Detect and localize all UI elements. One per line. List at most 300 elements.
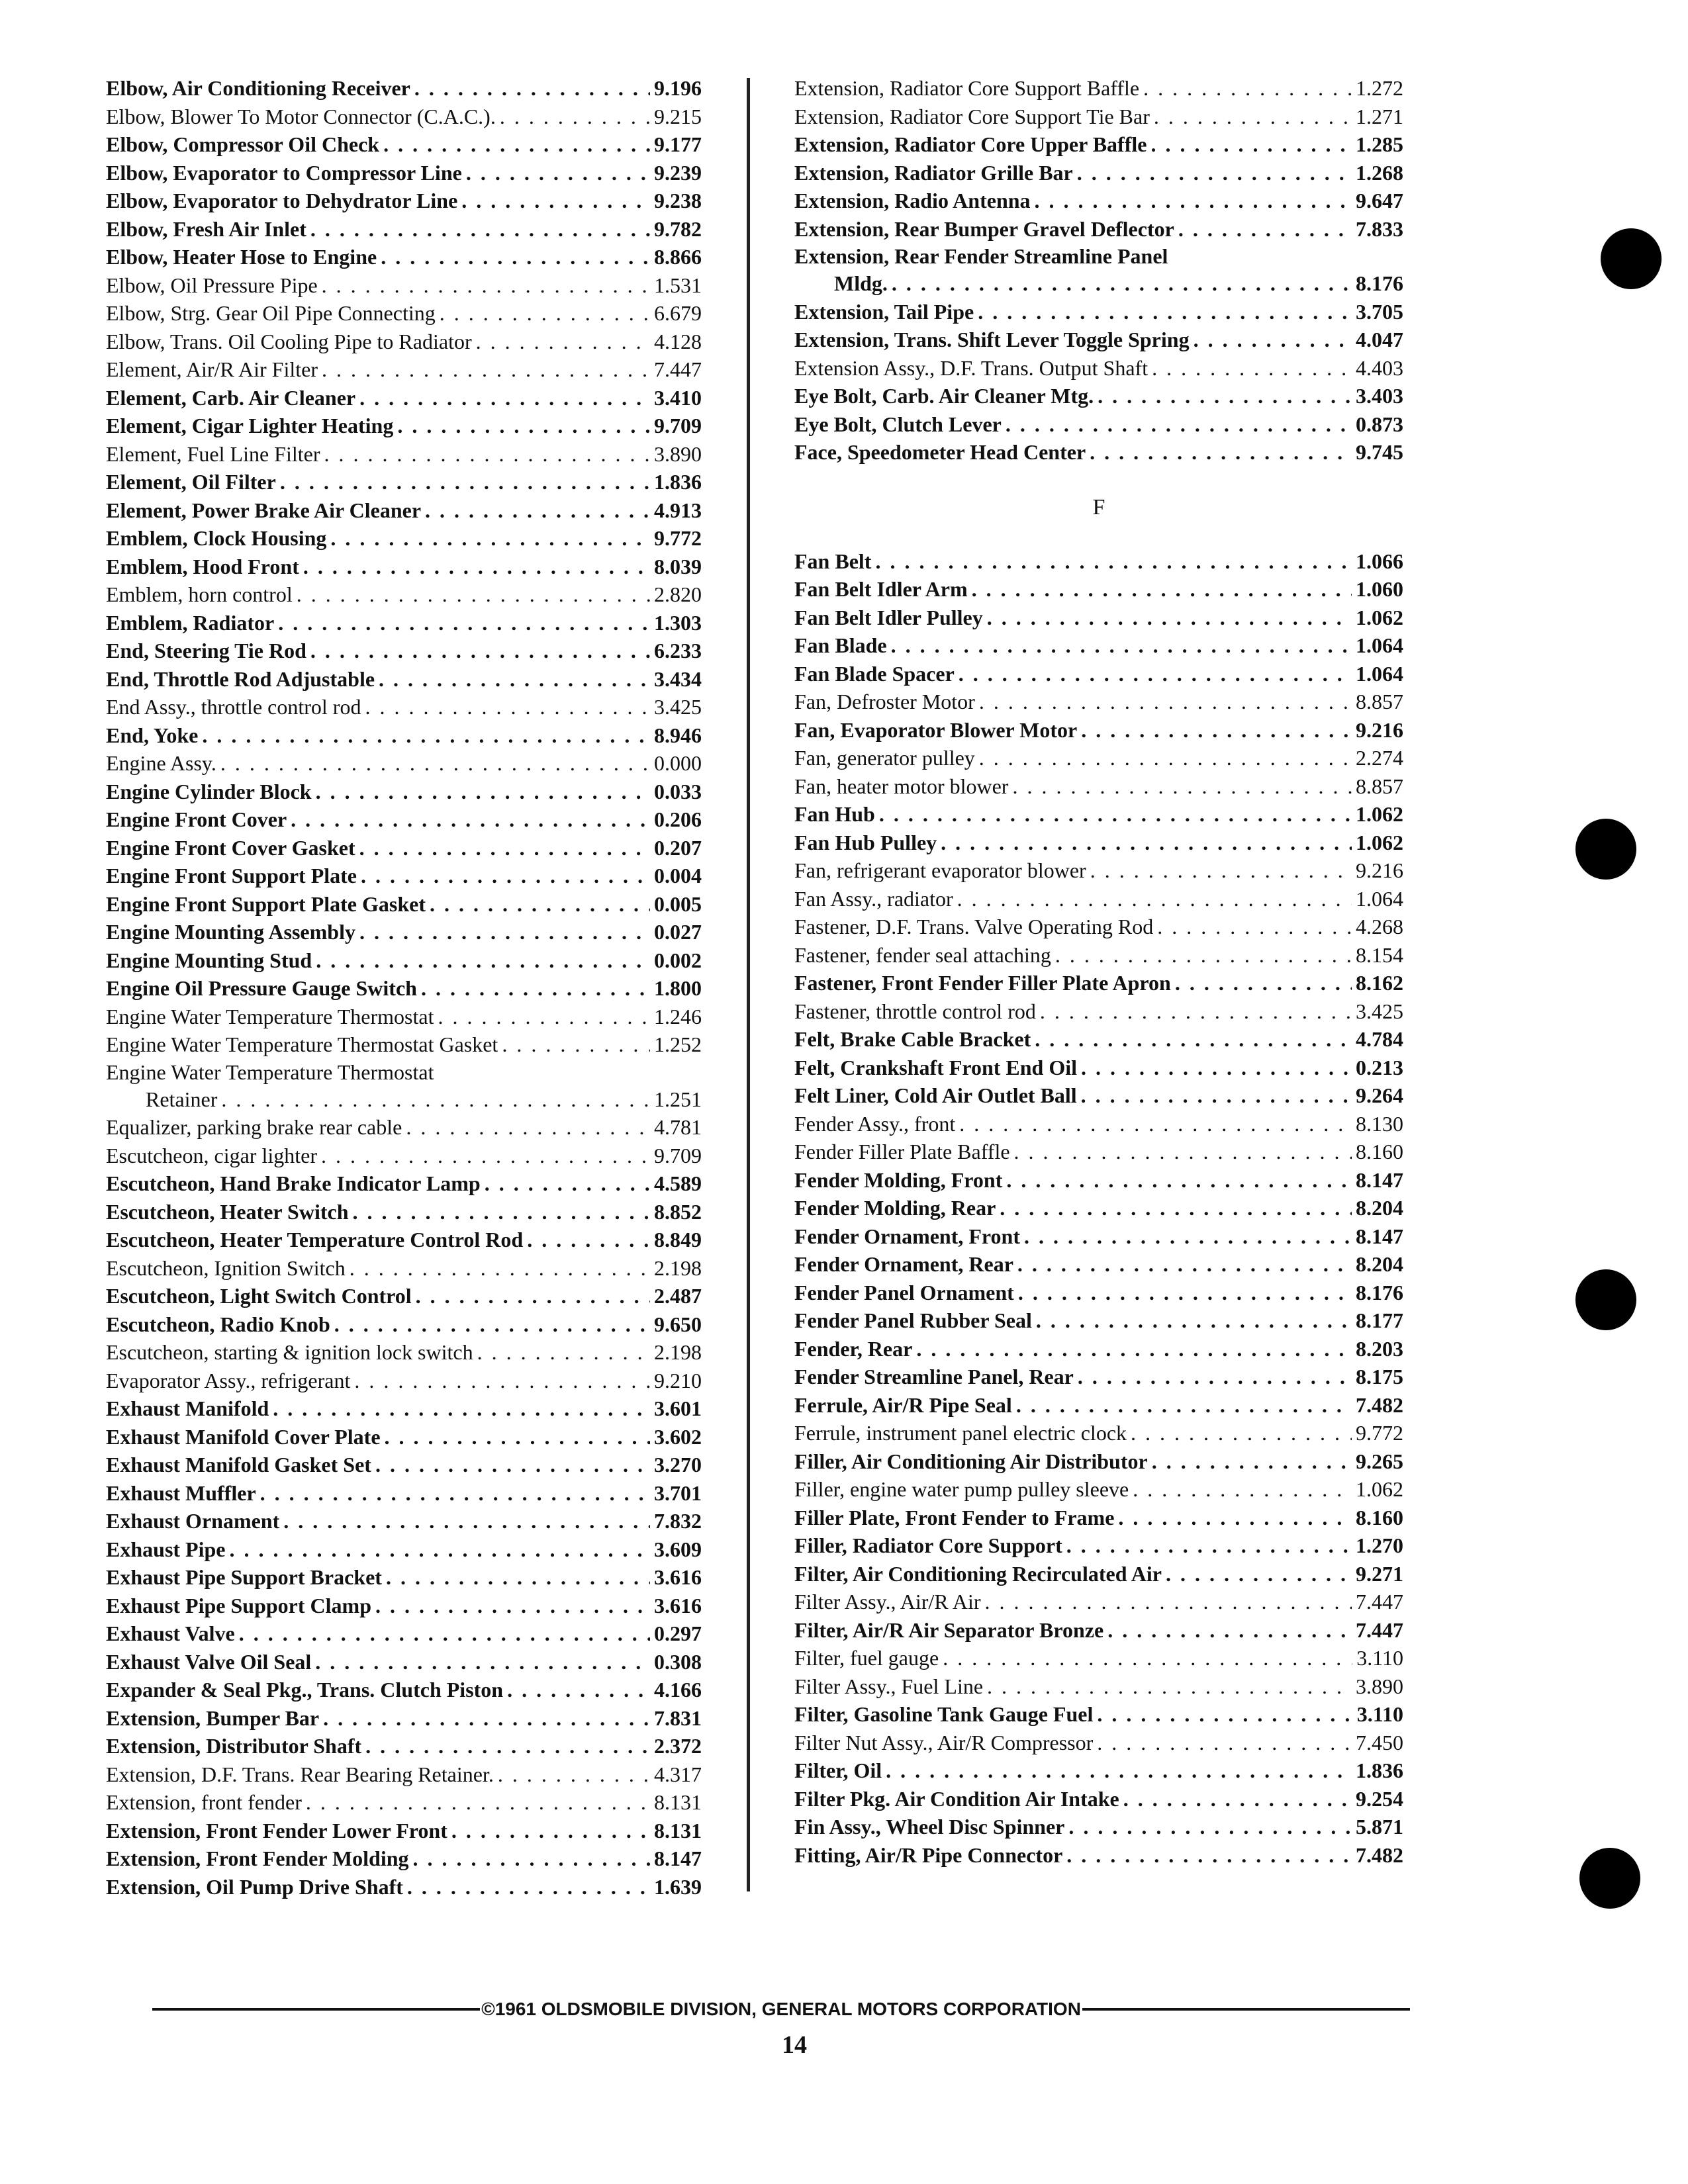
- index-entry-number: 2.198: [654, 1255, 702, 1280]
- index-entry-name: Extension, Front Fender Molding: [106, 1846, 409, 1870]
- index-entry-name: Elbow, Oil Pressure Pipe: [106, 273, 318, 297]
- index-entry-name: Fan Belt Idler Pulley: [794, 605, 983, 629]
- index-entry: [794, 1729, 1403, 1757]
- index-entry-number: 1.066: [1356, 549, 1403, 573]
- dot-leader: [1157, 913, 1352, 941]
- index-entry-number: 0.873: [1356, 412, 1403, 436]
- index-entry-number: 4.403: [1356, 355, 1403, 380]
- index-entry-number: 8.857: [1356, 774, 1403, 798]
- index-entry: [794, 829, 1403, 857]
- index-entry: [794, 772, 1403, 801]
- index-entry-number: 9.254: [1356, 1786, 1403, 1811]
- index-entry-number: 9.215: [654, 104, 702, 128]
- index-entry-number: 2.372: [654, 1734, 702, 1758]
- index-entry-name: Element, Power Brake Air Cleaner: [106, 498, 422, 522]
- index-entry-number: 3.890: [1356, 1674, 1403, 1698]
- index-entry-number: 0.004: [654, 864, 702, 887]
- index-entry-name: Filler, Radiator Core Support: [794, 1533, 1062, 1557]
- index-entry: [794, 1054, 1403, 1082]
- index-entry-number: 8.131: [654, 1818, 702, 1843]
- dot-leader: [291, 805, 650, 834]
- index-entry: [106, 1394, 702, 1423]
- index-entry: [106, 355, 702, 384]
- dot-leader: [280, 468, 650, 496]
- index-entry: [794, 74, 1403, 103]
- index-entry-name: Eye Bolt, Carb. Air Cleaner Mtg.: [794, 384, 1094, 408]
- index-entry-number: 8.204: [1356, 1196, 1403, 1220]
- index-entry-number: 1.531: [654, 273, 702, 297]
- index-entry-name: Escutcheon, Hand Brake Indicator Lamp: [106, 1171, 481, 1195]
- index-entry-number: 9.745: [1356, 440, 1403, 464]
- dot-leader: [330, 524, 650, 553]
- index-entry-number: 4.166: [654, 1678, 702, 1702]
- index-entry: [794, 688, 1403, 716]
- index-entry-name: Equalizer, parking brake rear cable: [106, 1115, 402, 1139]
- index-entry-number: 1.062: [1356, 1477, 1403, 1501]
- index-entry: [106, 384, 702, 412]
- index-entry: [106, 243, 702, 271]
- index-entry-number: 7.447: [654, 357, 702, 381]
- section-letter: F: [1092, 494, 1105, 520]
- index-entry-name: Fender Panel Ornament: [794, 1280, 1014, 1304]
- index-entry-name: Engine Front Support Plate: [106, 864, 357, 887]
- dot-leader: [273, 1394, 650, 1423]
- dot-leader: [1055, 941, 1352, 970]
- index-entry: [106, 1226, 702, 1254]
- index-entry-number: 3.403: [1356, 384, 1403, 408]
- index-entry-number: 2.274: [1356, 746, 1403, 770]
- dot-leader: [324, 440, 650, 469]
- index-entry: [794, 1110, 1403, 1138]
- dot-leader: [278, 609, 650, 637]
- index-entry-number: 1.836: [1356, 1758, 1403, 1782]
- index-entry-name: Elbow, Evaporator to Compressor Line: [106, 160, 462, 185]
- index-entry: [794, 1222, 1403, 1251]
- index-entry: [106, 187, 702, 215]
- index-entry-name: Fan Blade Spacer: [794, 661, 955, 686]
- index-entry-name: Fitting, Air/R Pipe Connector: [794, 1843, 1063, 1867]
- index-entry-number: 4.589: [654, 1171, 702, 1195]
- dot-leader: [322, 355, 650, 384]
- index-entry-name: Engine Water Temperature Thermostat: [106, 1004, 434, 1028]
- footer: [152, 1999, 1410, 2020]
- index-entry: [106, 1844, 702, 1873]
- index-entry: [106, 721, 702, 750]
- index-entry-number: 4.913: [654, 498, 702, 522]
- index-entry-number: 4.128: [654, 329, 702, 353]
- dot-leader: [1017, 1250, 1352, 1279]
- index-entry-number: 8.866: [654, 245, 702, 269]
- index-entry: [794, 1756, 1403, 1785]
- index-entry-number: 4.784: [1356, 1027, 1403, 1051]
- index-entry-name: Exhaust Ornament: [106, 1509, 280, 1533]
- index-entry: [106, 328, 702, 356]
- index-entry-name: Filler, engine water pump pulley sleeve: [794, 1477, 1129, 1501]
- index-entry: [106, 834, 702, 862]
- dot-leader: [297, 580, 650, 609]
- dot-leader: [365, 693, 650, 721]
- index-entry: [794, 159, 1403, 187]
- index-entry-name: Engine Front Cover: [106, 807, 287, 831]
- index-entry-name: Fender Ornament, Rear: [794, 1252, 1013, 1276]
- index-entry-number: 9.264: [1356, 1083, 1403, 1107]
- index-entry-number: 1.064: [1356, 633, 1403, 657]
- dot-leader: [359, 384, 650, 412]
- index-entry-name: Extension Assy., D.F. Trans. Output Shaft: [794, 355, 1149, 380]
- dot-leader: [979, 744, 1352, 772]
- index-entry: [106, 1788, 702, 1817]
- index-entry: [106, 974, 702, 1003]
- dot-leader: [892, 269, 1352, 298]
- dot-leader: [1166, 1560, 1352, 1588]
- index-entry: [794, 1363, 1403, 1391]
- index-entry-name: Eye Bolt, Clutch Lever: [794, 412, 1002, 436]
- index-entry-name: Element, Air/R Air Filter: [106, 357, 318, 381]
- index-entry: [794, 969, 1403, 997]
- index-entry-number: 0.207: [654, 835, 702, 860]
- index-entry: [106, 1760, 702, 1789]
- index-entry-number: 8.946: [654, 723, 702, 747]
- index-entry-number: 1.285: [1356, 132, 1403, 156]
- index-entry: [794, 1279, 1403, 1307]
- index-entry-number: 5.871: [1356, 1815, 1403, 1839]
- index-entry: [794, 1813, 1403, 1841]
- index-entry-number: 7.832: [654, 1509, 702, 1533]
- index-entry-name: Extension, Rear Fender Streamline Panel: [794, 244, 1168, 268]
- index-entry: [794, 1841, 1403, 1870]
- index-entry: [794, 410, 1403, 439]
- index-entry: [106, 524, 702, 553]
- index-entry-number: 8.160: [1356, 1140, 1403, 1163]
- index-entry-name: Engine Water Temperature Thermostat: [106, 1060, 434, 1084]
- dot-leader: [359, 918, 650, 946]
- index-entry-number: 1.272: [1356, 76, 1403, 100]
- index-entry-number: 3.701: [654, 1480, 702, 1505]
- index-entry-name: Engine Front Support Plate Gasket: [106, 891, 426, 916]
- index-entry-number: 3.601: [654, 1396, 702, 1420]
- index-entry: [794, 354, 1403, 383]
- index-entry-name: Exhaust Manifold Cover Plate: [106, 1424, 381, 1449]
- index-entry-number: 9.216: [1356, 858, 1403, 882]
- index-entry: [106, 1085, 702, 1114]
- index-entry: [106, 1648, 702, 1676]
- index-entry-number: 1.064: [1356, 886, 1403, 911]
- index-entry-number: 1.252: [654, 1032, 702, 1056]
- index-entry: [794, 1672, 1403, 1701]
- index-entry-name: Elbow, Blower To Motor Connector (C.A.C.).: [106, 104, 496, 128]
- index-entry-number: 9.196: [654, 76, 702, 100]
- index-entry: [106, 693, 702, 721]
- index-entry-name: Escutcheon, Heater Temperature Control Rod: [106, 1228, 524, 1251]
- index-entry: [794, 744, 1403, 772]
- index-entry-name: Exhaust Muffler: [106, 1480, 256, 1505]
- index-entry-number: 8.852: [654, 1199, 702, 1224]
- dot-leader: [1081, 716, 1352, 745]
- index-entry: [106, 299, 702, 328]
- index-entry-name: Fan, heater motor blower: [794, 774, 1009, 798]
- index-entry-name: Engine Assy.: [106, 751, 216, 775]
- index-entry-name: Engine Mounting Stud: [106, 948, 312, 972]
- dot-leader: [987, 1672, 1352, 1701]
- index-entry-number: 1.268: [1356, 160, 1403, 185]
- index-entry-number: 0.000: [654, 751, 702, 775]
- index-entry-number: 8.176: [1356, 1280, 1403, 1304]
- index-entry: [794, 885, 1403, 913]
- index-entry-name: Felt Liner, Cold Air Outlet Ball: [794, 1083, 1077, 1107]
- index-entry: [794, 215, 1403, 244]
- index-entry-number: 8.154: [1356, 942, 1403, 967]
- footer-rule-left: [152, 2008, 480, 2011]
- dot-leader: [1178, 215, 1352, 244]
- index-entry-number: 3.602: [654, 1424, 702, 1449]
- index-entry: [106, 1451, 702, 1479]
- dot-leader: [1040, 997, 1352, 1026]
- dot-leader: [375, 1592, 650, 1620]
- index-entry-name: Extension, D.F. Trans. Rear Bearing Retainer.: [106, 1762, 494, 1786]
- index-entry: [794, 1194, 1403, 1222]
- index-entry-name: Elbow, Evaporator to Dehydrator Line: [106, 189, 458, 212]
- index-entry-number: 1.246: [654, 1004, 702, 1028]
- index-entry-number: 1.060: [1356, 577, 1403, 601]
- index-entry-name: Element, Oil Filter: [106, 470, 276, 494]
- dot-leader: [498, 1760, 650, 1789]
- dot-leader: [1154, 103, 1352, 131]
- index-entry: [794, 1419, 1403, 1447]
- index-entry-name: Fan Belt Idler Arm: [794, 577, 968, 601]
- dot-leader: [1097, 1700, 1352, 1729]
- dot-leader: [385, 1423, 650, 1451]
- index-entry-name: Felt, Crankshaft Front End Oil: [794, 1055, 1077, 1079]
- index-entry-number: 0.206: [654, 807, 702, 831]
- dot-leader: [350, 1254, 650, 1283]
- index-entry: [794, 1138, 1403, 1166]
- index-entry-name: Extension, Radio Antenna: [794, 189, 1031, 212]
- index-entry-name: Fin Assy., Wheel Disc Spinner: [794, 1815, 1065, 1839]
- index-entry-number: 8.039: [654, 554, 702, 578]
- index-entry-name: Filter Pkg. Air Condition Air Intake: [794, 1786, 1119, 1811]
- dot-leader: [321, 1142, 650, 1170]
- index-entry-name: Ferrule, Air/R Pipe Seal: [794, 1392, 1012, 1417]
- index-entry-name: Extension, Oil Pump Drive Shaft: [106, 1874, 403, 1899]
- index-entry-name: Expander & Seal Pkg., Trans. Clutch Piston: [106, 1678, 504, 1702]
- dot-leader: [978, 298, 1352, 326]
- dot-leader: [959, 660, 1352, 688]
- index-entry-number: 7.447: [1356, 1590, 1403, 1614]
- dot-leader: [1150, 130, 1352, 159]
- index-entry-number: 1.062: [1356, 830, 1403, 854]
- dot-leader: [334, 1310, 650, 1339]
- binder-hole-4: [1579, 1848, 1640, 1909]
- binder-hole-1: [1601, 228, 1662, 289]
- index-entry: [106, 862, 702, 890]
- index-entry-number: 8.203: [1356, 1336, 1403, 1361]
- dot-leader: [1133, 1475, 1352, 1504]
- index-entry: [794, 1616, 1403, 1645]
- dot-leader: [1175, 969, 1352, 997]
- index-entry: [106, 130, 702, 159]
- index-entry: [106, 890, 702, 919]
- index-entry: [794, 631, 1403, 660]
- dot-leader: [239, 1619, 650, 1648]
- index-entry-number: 8.147: [654, 1846, 702, 1870]
- dot-leader: [985, 1588, 1352, 1616]
- binder-hole-3: [1575, 1269, 1636, 1330]
- dot-leader: [451, 1817, 650, 1845]
- dot-leader: [1107, 1616, 1352, 1645]
- index-entry-name: Emblem, horn control: [106, 582, 293, 606]
- dot-leader: [875, 547, 1352, 576]
- index-entry: [794, 1335, 1403, 1363]
- dot-leader: [316, 946, 650, 975]
- index-entry-number: 9.709: [654, 414, 702, 437]
- index-entry: [106, 440, 702, 469]
- index-entry-name: Filler Plate, Front Fender to Frame: [794, 1505, 1115, 1529]
- dot-leader: [413, 1844, 650, 1873]
- index-entry-name: Fan Blade: [794, 633, 887, 657]
- right-column: [794, 74, 1403, 1869]
- index-entry-number: 8.130: [1356, 1111, 1403, 1136]
- index-entry-name: Emblem, Clock Housing: [106, 526, 327, 550]
- index-entry: [794, 1166, 1403, 1195]
- index-entry-number: 3.616: [654, 1593, 702, 1617]
- index-entry-number: 8.147: [1356, 1167, 1403, 1192]
- left-column: [106, 74, 702, 1901]
- index-entry-name: Extension, Radiator Core Support Baffle: [794, 76, 1140, 100]
- index-entry-number: 8.131: [654, 1790, 702, 1814]
- index-entry-name: Filter, Oil: [794, 1758, 882, 1782]
- dot-leader: [916, 1335, 1352, 1363]
- index-entry-name: Fan, Defroster Motor: [794, 690, 975, 713]
- dot-leader: [1152, 354, 1352, 383]
- index-entry-number: 9.265: [1356, 1449, 1403, 1473]
- index-entry: [106, 553, 702, 581]
- index-entry: [794, 660, 1403, 688]
- index-entry-number: 1.062: [1356, 605, 1403, 629]
- dot-leader: [1035, 187, 1352, 215]
- dot-leader: [1068, 1813, 1352, 1841]
- index-entry-continuation: Mldg.: [834, 271, 888, 295]
- index-entry-name: Filler, Air Conditioning Air Distributor: [794, 1449, 1148, 1473]
- index-entry-name: Elbow, Strg. Gear Oil Pipe Connecting: [106, 301, 436, 325]
- index-entry-continuation: Retainer: [146, 1087, 218, 1111]
- index-entry-number: 3.425: [654, 695, 702, 719]
- dot-leader: [379, 665, 650, 694]
- index-entry-name: Fender Panel Rubber Seal: [794, 1308, 1032, 1332]
- dot-leader: [352, 1198, 650, 1226]
- dot-leader: [1018, 1279, 1352, 1307]
- index-entry-name: Face, Speedometer Head Center: [794, 440, 1086, 464]
- index-entry: [794, 1391, 1403, 1420]
- index-entry: [106, 1479, 702, 1508]
- index-entry-name: Elbow, Fresh Air Inlet: [106, 216, 306, 241]
- index-entry-number: 0.213: [1356, 1055, 1403, 1079]
- index-entry-number: 9.709: [654, 1143, 702, 1167]
- index-entry-number: 9.772: [1356, 1421, 1403, 1445]
- index-entry: [106, 1367, 702, 1395]
- dot-leader: [959, 1110, 1352, 1138]
- index-entry: [794, 997, 1403, 1026]
- index-entry-name: Exhaust Pipe Support Clamp: [106, 1593, 371, 1617]
- index-entry-name: Fender Molding, Rear: [794, 1196, 996, 1220]
- binder-hole-2: [1575, 819, 1636, 880]
- dot-leader: [1131, 1419, 1352, 1447]
- dot-leader: [1078, 1363, 1352, 1391]
- index-entry-name: Element, Carb. Air Cleaner: [106, 385, 356, 410]
- dot-leader: [1036, 1306, 1352, 1335]
- dot-leader: [229, 1535, 650, 1564]
- index-entry-name: Elbow, Trans. Oil Cooling Pipe to Radiator: [106, 329, 472, 353]
- index-entry-number: 4.268: [1356, 915, 1403, 938]
- index-entry: [794, 1447, 1403, 1476]
- index-entry-name: Filter, fuel gauge: [794, 1646, 939, 1670]
- index-entry: [794, 382, 1403, 410]
- index-entry-number: 9.782: [654, 216, 702, 241]
- index-entry-name: Extension, Distributor Shaft: [106, 1734, 362, 1758]
- dot-leader: [221, 1085, 650, 1114]
- index-entry-name: Fastener, Front Fender Filler Plate Apron: [794, 971, 1171, 995]
- index-entry: [794, 1644, 1403, 1672]
- index-entry: [106, 1254, 702, 1283]
- page-number: 14: [782, 2031, 807, 2059]
- index-entry-name: Fastener, throttle control rod: [794, 999, 1036, 1023]
- dot-leader: [1006, 1166, 1352, 1195]
- index-entry-name: Fan, generator pulley: [794, 746, 975, 770]
- index-entry: [794, 187, 1403, 215]
- index-entry: [106, 1423, 702, 1451]
- dot-leader: [485, 1169, 650, 1198]
- index-entry: [794, 298, 1403, 326]
- index-entry-name: Engine Front Cover Gasket: [106, 835, 355, 860]
- index-entry-name: Escutcheon, Ignition Switch: [106, 1255, 346, 1280]
- dot-leader: [461, 187, 650, 215]
- index-entry: [794, 1588, 1403, 1616]
- index-entry-name: Exhaust Pipe Support Bracket: [106, 1565, 382, 1589]
- dot-leader: [425, 496, 650, 525]
- index-entry: [106, 412, 702, 440]
- index-entry-number: 9.239: [654, 160, 702, 185]
- dot-leader: [879, 800, 1352, 829]
- dot-leader: [397, 412, 650, 440]
- index-entry: [106, 1535, 702, 1564]
- index-entry-number: 8.177: [1356, 1308, 1403, 1332]
- dot-leader: [891, 631, 1352, 660]
- index-entry: [106, 1310, 702, 1339]
- index-entry: [794, 941, 1403, 970]
- index-entry-name: Extension, Tail Pipe: [794, 299, 974, 324]
- index-entry-number: 9.216: [1356, 717, 1403, 742]
- index-entry-number: 3.434: [654, 666, 702, 691]
- index-entry-number: 0.308: [654, 1649, 702, 1674]
- dot-leader: [202, 721, 650, 750]
- dot-leader: [972, 575, 1352, 604]
- dot-leader: [1024, 1222, 1352, 1251]
- index-entry-name: Engine Mounting Assembly: [106, 920, 355, 944]
- index-entry-name: Elbow, Heater Hose to Engine: [106, 245, 377, 269]
- index-entry-name: Fan Assy., radiator: [794, 886, 953, 911]
- dot-leader: [1012, 772, 1352, 801]
- index-entry: [106, 1592, 702, 1620]
- dot-leader: [1077, 159, 1352, 187]
- dot-leader: [941, 829, 1352, 857]
- dot-leader: [1081, 1054, 1352, 1082]
- index-entry-number: 3.890: [654, 441, 702, 466]
- index-entry-number: 7.482: [1356, 1843, 1403, 1867]
- index-entry-name: Escutcheon, Light Switch Control: [106, 1284, 412, 1308]
- dot-leader: [527, 1226, 650, 1254]
- index-entry-name: Fan, refrigerant evaporator blower: [794, 858, 1086, 882]
- index-entry: [106, 946, 702, 975]
- footer-rule-right: [1082, 2008, 1410, 2011]
